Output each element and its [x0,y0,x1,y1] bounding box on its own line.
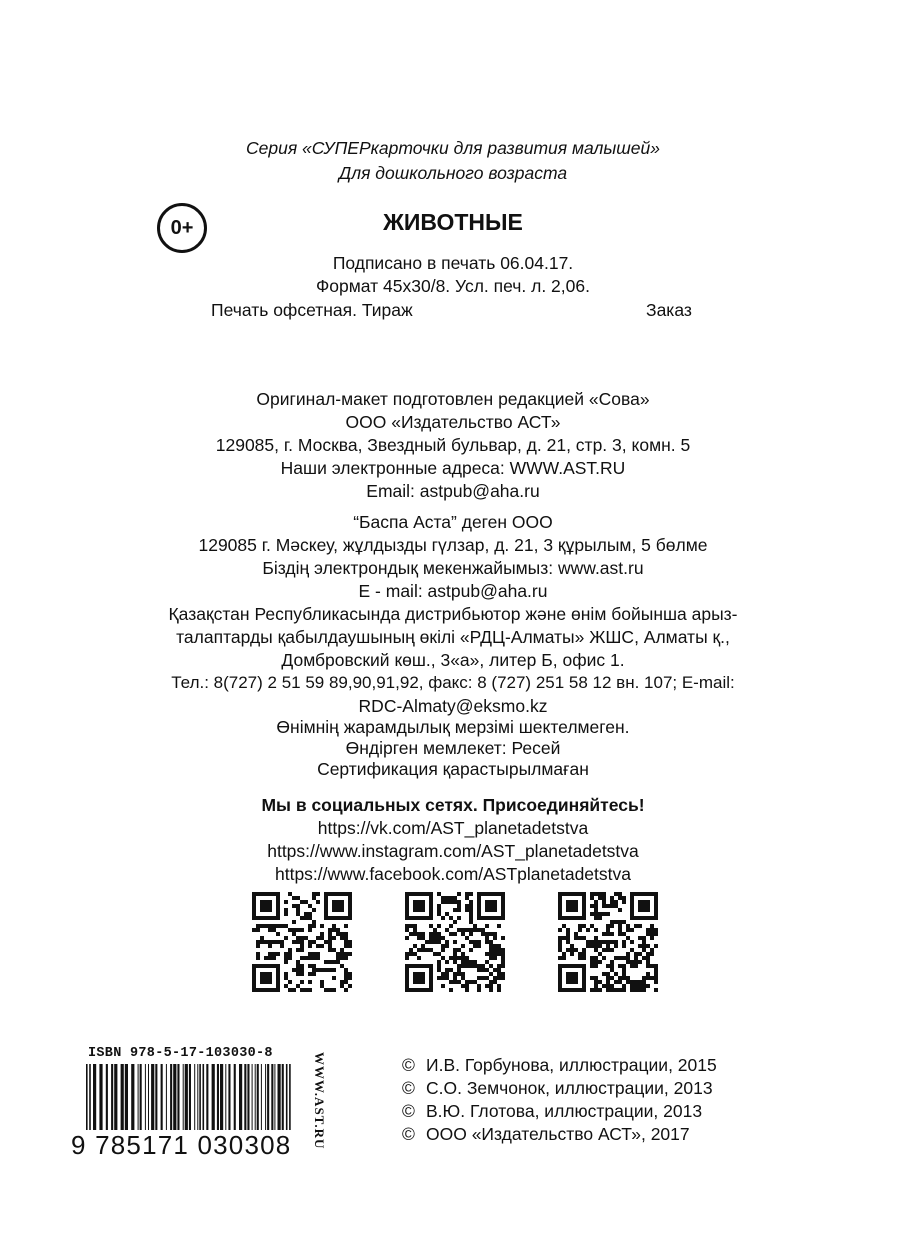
copyright-line [402,1077,713,1099]
kazakh-line: Қазақстан Республикасында дистрибьютор және өнім бойынша арыз- [168,604,738,624]
kazakh-line: Біздің электрондық мекенжайымыз: www.ast.ru [262,558,644,578]
kazakh-line: 129085 г. Мәскеу, жұлдызды гүлзар, д. 21, 3 құрылым, 5 бөлме [198,535,708,555]
copyright-text: ООО «Издательство АСТ», 2017 [426,1124,690,1144]
publisher-line: Наши электронные адреса: WWW.AST.RU [280,458,626,478]
kazakh-line: E - mail: astpub@aha.ru [358,581,548,601]
signed-line: Подписано в печать 06.04.17. [332,253,574,273]
kazakh-line: Домбровский көш., 3«а», литер Б, офис 1. [281,650,625,670]
social-link-facebook[interactable]: https://www.facebook.com/ASTplanetadetstva [274,864,631,884]
copyright-symbol: © [402,1124,415,1144]
copyright-text: С.О. Земчонок, иллюстрации, 2013 [426,1078,713,1098]
print-type-line: Печать офсетная. Тираж [211,300,413,320]
publisher-line: ООО «Издательство АСТ» [345,412,561,432]
kazakh-line: Өндірген мемлекет: Ресей [345,738,561,758]
kazakh-line: талаптарды қабылдаушының өкілі «РДЦ-Алматы» ЖШС, Алматы қ., [176,627,730,647]
order-label: Заказ [646,300,692,320]
copyright-text: В.Ю. Глотова, иллюстрации, 2013 [426,1101,703,1121]
vertical-site-text: WWW.AST.RU [312,1052,327,1150]
kazakh-line: RDC-Almaty@eksmo.kz [358,696,548,716]
series-line: Серия «СУПЕРкарточки для развития малышей» [246,138,660,158]
format-line: Формат 45x30/8. Усл. печ. л. 2,06. [316,276,590,296]
copyright-symbol: © [402,1055,415,1075]
kazakh-line: “Баспа Аста” деген ООО [353,512,553,532]
kazakh-line: Тел.: 8(727) 2 51 59 89,90,91,92, факс: 8 (727) 251 58 12 вн. 107; E-mail: [171,673,735,692]
age-rating-badge: 0+ [157,203,207,253]
social-heading: Мы в социальных сетях. Присоединяйтесь! [261,795,645,815]
isbn-label: ISBN 978-5-17-103030-8 [88,1046,273,1061]
publisher-line: Оригинал-макет подготовлен редакцией «Сова» [256,389,650,409]
qr-code-facebook[interactable] [558,892,658,992]
copyright-line [402,1054,717,1076]
barcode-number: 9 785171 030308 [71,1130,292,1160]
copyright-symbol: © [402,1078,415,1098]
copyright-symbol: © [402,1101,415,1121]
kazakh-line: Сертификация қарастырылмаған [317,759,589,779]
publisher-line: Email: astpub@aha.ru [366,481,540,501]
copyright-line [402,1100,702,1122]
kazakh-line: Өнімнің жарамдылық мерзімі шектелмеген. [276,717,630,737]
audience-line: Для дошкольного возраста [338,163,568,183]
qr-code-vk[interactable] [252,892,352,992]
social-link-vk[interactable]: https://vk.com/AST_planetadetstva [317,818,589,838]
copyright-line [402,1123,690,1145]
publisher-line: 129085, г. Москва, Звездный бульвар, д. 21, стр. 3, комн. 5 [215,435,691,455]
book-title: ЖИВОТНЫЕ [383,209,523,235]
social-link-instagram[interactable]: https://www.instagram.com/AST_planetadetstva [267,841,639,861]
qr-code-instagram[interactable] [405,892,505,992]
copyright-text: И.В. Горбунова, иллюстрации, 2015 [426,1055,717,1075]
